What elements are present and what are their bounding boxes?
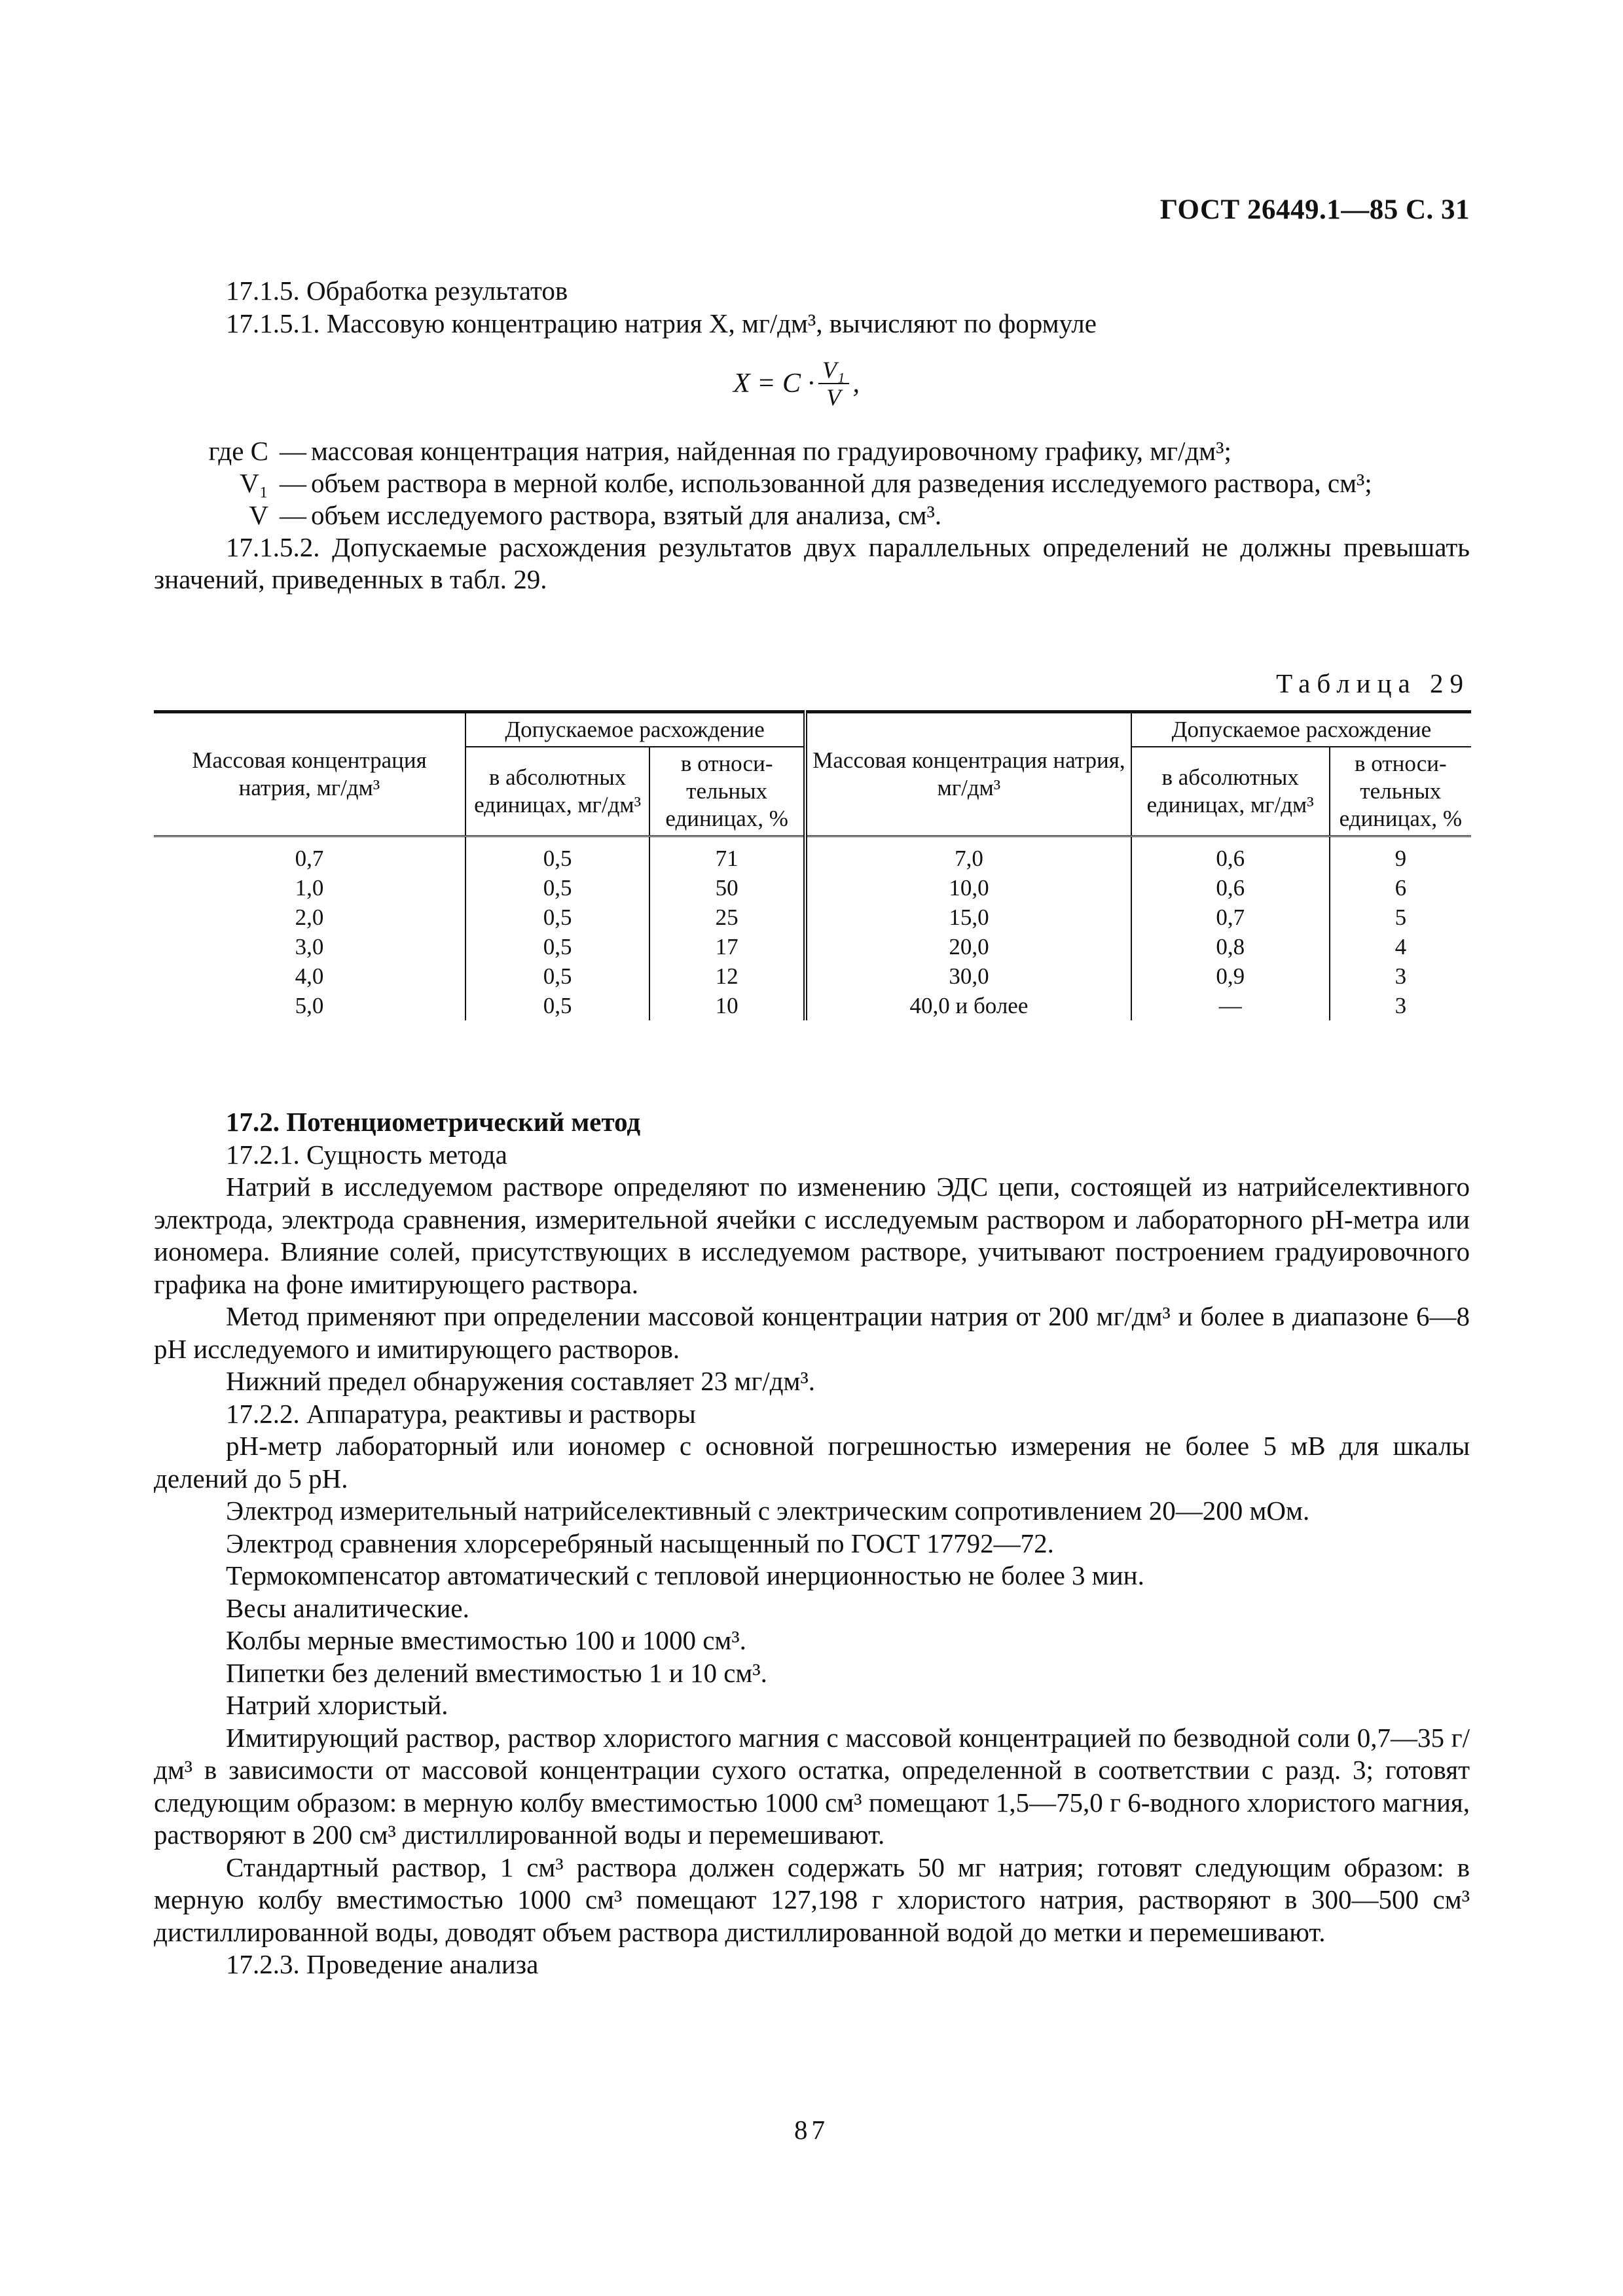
paragraph: Имитирующий раствор, раствор хлористого магния с массовой концентрацией по безводной соли 0,7—35 г/дм³ в зависимости от массовой концентрации сухого остатка, определенной в соответствии с разд. 3; готовят следующим образом: в мерную колбу вместимостью 1000 см³ помещают 1,5—75,0 г 6-водного хлористого магния, растворяют в 200 см³ дистиллированной воды и перемешивают. [154, 1722, 1470, 1850]
table-cell: 4 [1330, 932, 1471, 961]
table-cell: 2,0 [295, 904, 324, 930]
subsection-title: 17.2.3. Проведение анализа [226, 1949, 539, 1979]
section-title: 17.2. Потенциометрический метод [226, 1107, 641, 1137]
table-cell: 6 [1330, 873, 1471, 903]
paragraph: Весы аналитические. [226, 1592, 469, 1623]
table-cell: 25 [649, 903, 805, 932]
definitions [154, 435, 1470, 596]
table-row [154, 991, 1471, 1020]
table-cell: 0,6 [1131, 873, 1330, 903]
table-cell: 3 [1330, 961, 1471, 991]
table-cell: 0,5 [465, 932, 649, 961]
paragraph: Натрий хлористый. [226, 1690, 448, 1720]
definition-dash: — [280, 436, 306, 466]
section-title: 17.1.5. Обработка результатов [226, 276, 568, 306]
section-172 [154, 1106, 1470, 1981]
paragraph: Стандартный раствор, 1 см³ раствора должен содержать 50 мг натрия; готовят следующим образом: в мерную колбу вместимостью 1000 см³ помещают 127,198 г хлористого натрия, растворяют в 300—500 см³ дистиллированной воды, доводят объем раствора дистиллированной водой до метки и перемешивают. [154, 1852, 1470, 1947]
header-allowed: Допускаемое расхождение [465, 712, 805, 747]
table-cell: 0,6 [1131, 836, 1330, 874]
table-cell: 0,5 [465, 836, 649, 874]
table-cell: 0,9 [1131, 961, 1330, 991]
table-cell: 1,0 [295, 874, 324, 901]
table-cell: 17 [649, 932, 805, 961]
paragraph: Колбы мерные вместимостью 100 и 1000 см³. [226, 1625, 746, 1655]
header-rel: в относи-тельных единицах, % [649, 747, 805, 836]
table-row [154, 961, 1471, 991]
table-cell: 0,7 [1131, 903, 1330, 932]
subsection-title: 17.2.1. Сущность метода [226, 1139, 507, 1170]
definition-dash: — [280, 468, 306, 498]
formula-denominator: V [826, 384, 841, 410]
table-cell: 30,0 [805, 961, 1131, 991]
table-cell: 0,5 [465, 903, 649, 932]
table-row [154, 903, 1471, 932]
paragraph: pH-метр лабораторный или иономер с основной погрешностью измерения не более 5 мВ для шкалы делений до 5 pH. [154, 1431, 1470, 1494]
definition-row [154, 435, 1470, 467]
paragraph: Термокомпенсатор автоматический с тепловой инерционностью не более 3 мин. [226, 1560, 1144, 1590]
table-cell: 20,0 [805, 932, 1131, 961]
table-cell: 3,0 [295, 933, 324, 960]
table-cell: 9 [1330, 836, 1471, 874]
definition-dash: — [280, 500, 306, 530]
paragraph: Нижний предел обнаружения составляет 23 мг/дм³. [226, 1366, 815, 1396]
table-cell: 40,0 и более [805, 991, 1131, 1020]
paragraph: Натрий в исследуемом растворе определяют по изменению ЭДС цепи, состоящей из натрийселективного электрода, электрода сравнения, измерительной ячейки с исследуемым раствором и лабораторного pH-метра или иономера. Влияние солей, присутствующих в исследуемом растворе, учитывают построением градуировочного графика на фоне имитирующего раствора. [154, 1172, 1470, 1299]
table-row [154, 873, 1471, 903]
table-cell: 4,0 [295, 963, 324, 989]
table-cell: 3 [1330, 991, 1471, 1020]
table-cell: 71 [649, 836, 805, 874]
definition-row [154, 467, 1470, 499]
table-cell: 0,8 [1131, 932, 1330, 961]
table-cell: 10 [649, 991, 805, 1020]
paragraph: Пипетки без делений вместимостью 1 и 10 см³. [226, 1657, 767, 1688]
table-row [154, 932, 1471, 961]
table-caption: Таблица 29 [1276, 668, 1470, 698]
header-abs: в абсолютных единицах, мг/дм³ [465, 747, 649, 836]
page-header: ГОСТ 26449.1—85 С. 31 [1159, 194, 1470, 225]
table-cell: 50 [649, 873, 805, 903]
table-cell: 10,0 [805, 873, 1131, 903]
table-row [154, 836, 1471, 874]
header-conc: Массовая концентрация натрия, мг/дм³ [192, 747, 427, 800]
table-cell: 0,5 [465, 873, 649, 903]
header-allowed: Допускаемое расхождение [1131, 712, 1471, 747]
table-cell: 0,7 [295, 845, 324, 871]
paragraph: 17.1.5.1. Массовую концентрацию натрия X, мг/дм³, вычисляют по формуле [226, 308, 1097, 338]
table-29 [154, 710, 1471, 1020]
formula-numerator: V₁ [818, 357, 849, 384]
section-1715 [154, 275, 1470, 340]
formula-fraction [818, 357, 849, 410]
table-cell: 15,0 [805, 903, 1131, 932]
header-rel: в относи-тельных единицах, % [1330, 747, 1471, 836]
definition-text: объем исследуемого раствора, взятый для анализа, см³. [311, 500, 942, 530]
subsection-title: 17.2.2. Аппаратура, реактивы и растворы [226, 1398, 696, 1429]
table-cell: — [1131, 991, 1330, 1020]
paragraph: 17.1.5.2. Допускаемые расхождения результатов двух параллельных определений не должны превышать значений, приведенных в табл. 29. [154, 532, 1470, 594]
formula-lhs: X = C · [733, 368, 815, 399]
table-cell: 12 [649, 961, 805, 991]
header-abs: в абсолютных единицах, мг/дм³ [1131, 747, 1330, 836]
definition-symbol: где C [208, 436, 268, 466]
table-cell: 5 [1330, 903, 1471, 932]
page-number: 87 [794, 2115, 829, 2145]
paragraph: Электрод измерительный натрийселективный с электрическим сопротивлением 20—200 мОм. [226, 1496, 1310, 1526]
definition-symbol: V [249, 500, 268, 530]
paragraph: Метод применяют при определении массовой концентрации натрия от 200 мг/дм³ и более в диапазоне 6—8 pH исследуемого и имитирующего растворов. [154, 1301, 1470, 1364]
formula-tail: , [852, 368, 860, 399]
definition-symbol: V₁ [240, 468, 268, 498]
definition-row [154, 499, 1470, 531]
table-cell: 7,0 [805, 836, 1131, 874]
paragraph: Электрод сравнения хлорсеребряный насыщенный по ГОСТ 17792—72. [226, 1528, 1054, 1558]
table-cell: 0,5 [465, 961, 649, 991]
header-conc: Массовая концентрация натрия, мг/дм³ [805, 712, 1131, 836]
definition-text: объем раствора в мерной колбе, использованной для разведения исследуемого раствора, см³; [311, 468, 1372, 498]
table-cell: 5,0 [295, 992, 324, 1018]
table-cell: 0,5 [465, 991, 649, 1020]
definition-text: массовая концентрация натрия, найденная по градуировочному графику, мг/дм³; [311, 436, 1231, 466]
formula [733, 357, 860, 410]
